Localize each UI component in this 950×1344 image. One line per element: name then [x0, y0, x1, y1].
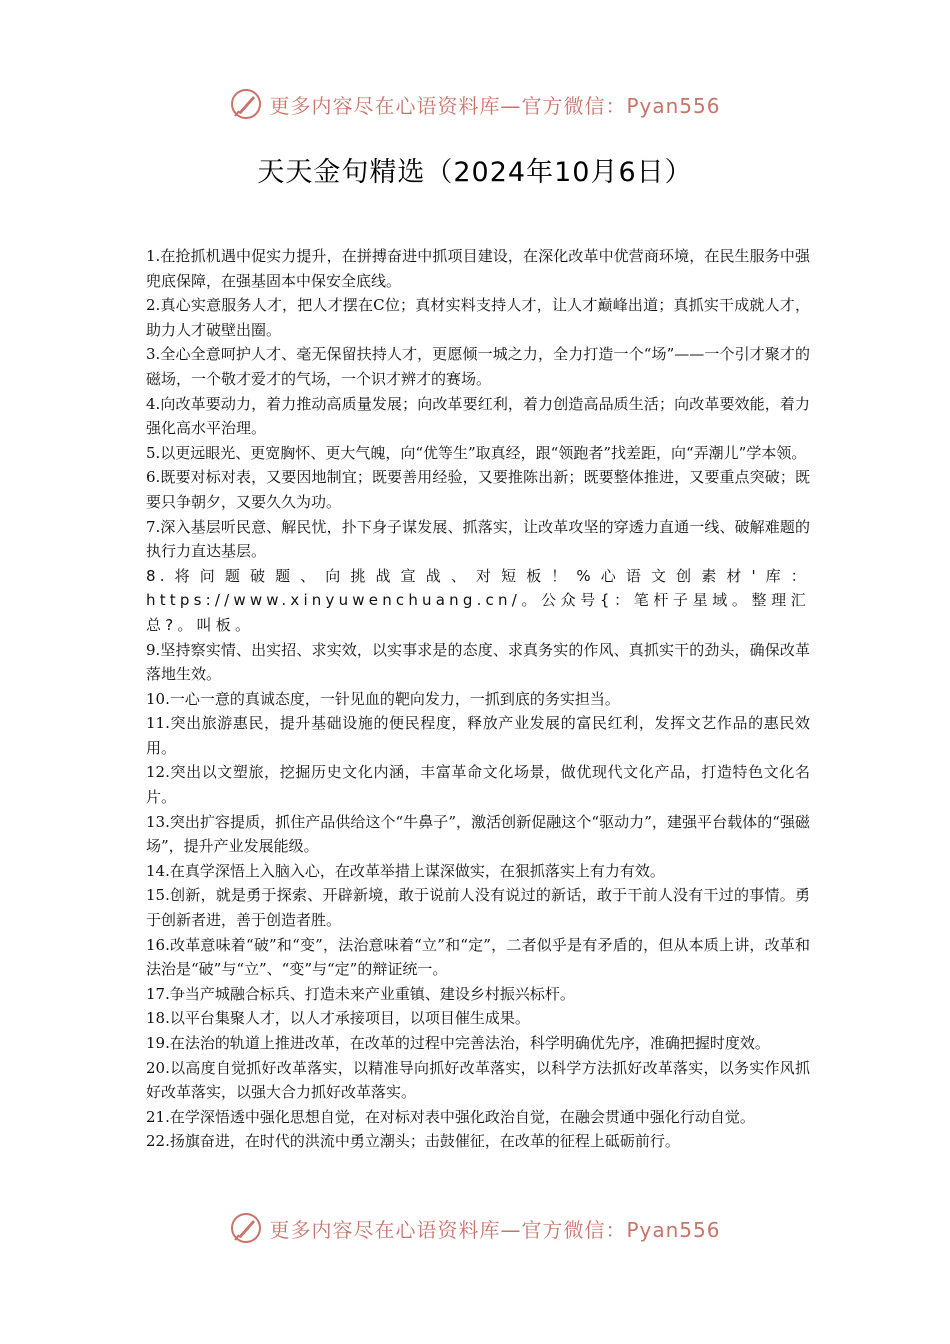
list-item: 7.深入基层听民意、解民忧，扑下身子谋发展、抓落实，让改革攻坚的穿透力直通一线、破解难题的执行力直达基层。	[146, 517, 810, 561]
footer-banner-text: 更多内容尽在心语资料库—官方微信：Pyan556	[269, 1217, 721, 1242]
list-item: 21.在学深悟透中强化思想自觉，在对标对表中强化政治自觉，在融会贯通中强化行动自觉。	[146, 1107, 755, 1126]
list-item: 3.全心全意呵护人才、毫无保留扶持人才，更愿倾一城之力，全力打造一个“场”——一个引才聚才的磁场，一个敬才爱才的气场，一个识才辨才的赛场。	[146, 345, 810, 388]
list-item: 22.扬旗奋进，在时代的洪流中勇立潮头；击鼓催征，在改革的征程上砥砺前行。	[146, 1132, 680, 1151]
list-item: 19.在法治的轨道上推进改革，在改革的过程中完善法治，科学明确优先序，准确把握时度效。	[146, 1034, 770, 1052]
quill-pen-icon	[229, 1211, 263, 1245]
list-item: 6.既要对标对表，又要因地制宜；既要善用经验，又要推陈出新；既要整体推进，又要重点突破；既要只争朝夕，又要久久为功。	[146, 468, 810, 511]
header-banner	[0, 84, 950, 124]
list-item: 4.向改革要动力，着力推动高质量发展；向改革要红利，着力创造高品质生活；向改革要效能，着力强化高水平治理。	[146, 394, 810, 438]
list-item: 14.在真学深悟上入脑入心，在改革举措上谋深做实，在狠抓落实上有力有效。	[146, 861, 665, 880]
list-item: 20.以高度自觉抓好改革落实，以精准导向抓好改革落实，以科学方法抓好改革落实，以务实作风抓好改革落实，以强大合力抓好改革落实。	[146, 1058, 810, 1102]
list-item: 1.在抢抓机遇中促实力提升，在拼搏奋进中抓项目建设，在深化改革中优营商环境，在民生服务中强兜底保障，在强基固本中保安全底线。	[146, 247, 810, 290]
list-item: 18.以平台集聚人才，以人才承接项目，以项目催生成果。	[146, 1009, 530, 1028]
list-item: 13.突出扩容提质，抓住产品供给这个“牛鼻子”，激活创新促融这个“驱动力”，建强平台载体的“强磁场”，提升产业发展能级。	[146, 812, 810, 856]
list-item: 10.一心一意的真诚态度，一针见血的靶向发力，一抓到底的务实担当。	[146, 689, 620, 708]
list-item: 12.突出以文塑旅，挖掘历史文化内涵，丰富革命文化场景，做优现代文化产品，打造特色文化名片。	[146, 763, 810, 807]
list-item: 16.改革意味着“破”和“变”，法治意味着“立”和“定”，二者似乎是有矛盾的，但从本质上讲，改革和法治是“破”与“立”、“变”与“定”的辩证统一。	[146, 935, 810, 979]
list-item: 15.创新，就是勇于探索、开辟新境，敢于说前人没有说过的新话，敢于干前人没有干过的事情。勇于创新者进，善于创造者胜。	[146, 886, 810, 930]
list-item: 11.突出旅游惠民，提升基础设施的便民程度，释放产业发展的富民红利，发挥文艺作品的惠民效用。	[146, 714, 810, 757]
list-item: 9.坚持察实情、出实招、求实效，以实事求是的态度、求真务实的作风、真抓实干的劲头，确保改革落地生效。	[146, 640, 810, 684]
footer-banner	[0, 1208, 950, 1248]
quill-pen-icon	[229, 87, 263, 121]
list-item: 5.以更远眼光、更宽胸怀、更大气魄，向“优等生”取真经，跟“领跑者”找差距，向“弄潮儿”学本领。	[146, 443, 807, 462]
quote-list	[146, 244, 810, 1154]
list-item: 8.将问题破题、向挑战宣战、对短板！%心语文创素材'库：https://www.xinyuwenchuang.cn/。公众号{：笔杆子星域。整理汇总?。叫板。	[146, 566, 810, 634]
list-item: 17.争当产城融合标兵、打造未来产业重镇、建设乡村振兴标杆。	[146, 984, 575, 1003]
page-title: 天天金句精选（2024年10月6日）	[257, 157, 693, 188]
header-banner-text: 更多内容尽在心语资料库—官方微信：Pyan556	[269, 93, 721, 118]
list-item: 2.真心实意服务人才，把人才摆在C位；真材实料支持人才，让人才巅峰出道；真抓实干成就人才，助力人才破壁出圈。	[146, 296, 810, 339]
